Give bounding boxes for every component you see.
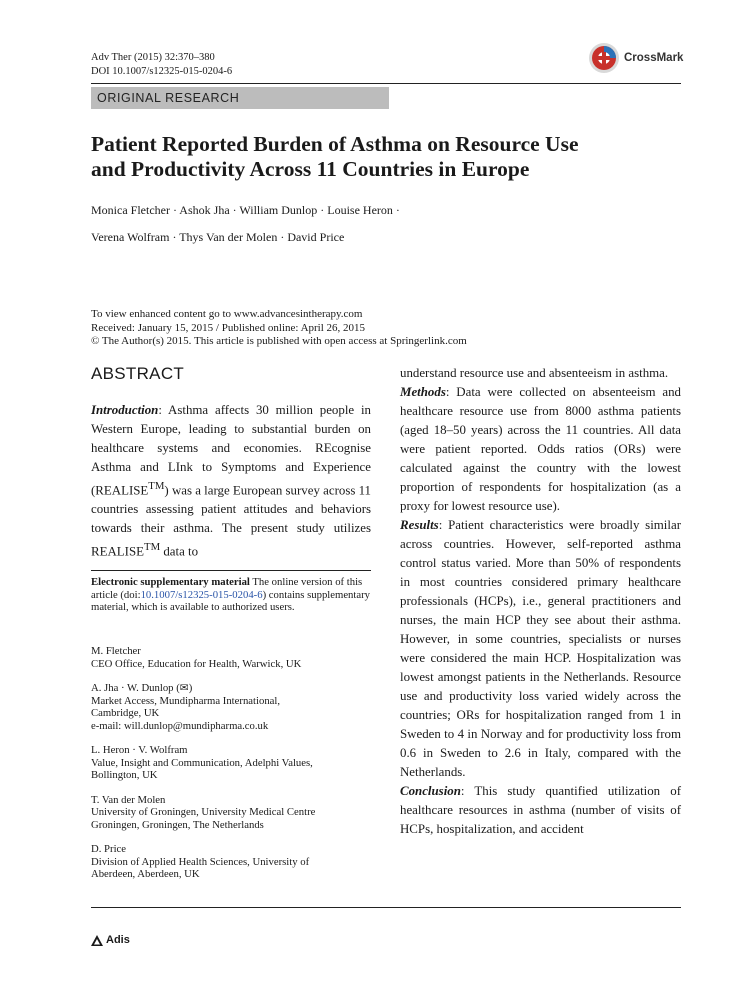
crossmark-label: CrossMark <box>624 52 684 64</box>
affiliation-line: CEO Office, Education for Health, Warwick, UK <box>91 657 302 670</box>
doi-line: DOI 10.1007/s12325-015-0204-6 <box>91 66 233 77</box>
results-paragraph <box>400 516 681 782</box>
affiliation <box>91 794 373 832</box>
affiliation-names: D. Price <box>91 843 127 855</box>
introduction-continuation: understand resource use and absenteeism in asthma. <box>400 366 669 380</box>
trademark-2: TM <box>144 541 161 554</box>
corresponding-email[interactable]: e-mail: will.dunlop@mundipharma.co.uk <box>91 719 269 732</box>
abstract-heading: ABSTRACT <box>91 364 185 383</box>
affiliation-line: University of Groningen, University Medical Centre <box>91 806 316 818</box>
article-title <box>91 132 691 182</box>
abstract-left-column <box>91 401 371 562</box>
title-line-2: and Productivity Across 11 Countries in Europe <box>91 157 530 181</box>
abstract-right-column <box>400 364 681 839</box>
introduction-label: Introduction <box>91 403 159 417</box>
affiliation-names: T. Van der Molen <box>91 793 166 806</box>
affiliation <box>91 843 373 881</box>
crossmark-icon <box>588 42 620 74</box>
crossmark-badge[interactable] <box>588 42 683 74</box>
affiliation <box>91 645 373 670</box>
supplementary-doi-link[interactable]: 10.1007/s12325-015-0204-6 <box>140 588 263 601</box>
trademark-1: TM <box>148 480 165 492</box>
affiliation <box>91 682 373 732</box>
affiliation-names: L. Heron · V. Wolfram <box>91 744 188 756</box>
affiliation-line: Value, Insight and Communication, Adelphi Values, <box>91 756 313 769</box>
introduction-text-c-part1: data to <box>160 544 199 559</box>
publication-dates: Received: January 15, 2015 / Published online: April 26, 2015 <box>91 321 366 334</box>
affiliation-line: Groningen, Groningen, The Netherlands <box>91 818 264 831</box>
header-rule <box>91 83 681 84</box>
affiliation-line: Aberdeen, Aberdeen, UK <box>91 868 200 880</box>
affiliations <box>91 645 373 893</box>
affiliation-line: Bollington, UK <box>91 769 158 781</box>
supplementary-text-a: The online version of this article (doi: <box>91 576 363 601</box>
publisher-logo <box>91 934 130 946</box>
supplementary-text-b: ) contains supplementary material, which is available to authorized users. <box>91 588 371 613</box>
methods-text: : Data were collected on absenteeism and healthcare resource use from 8000 asthma patients (aged 18–50 years) across the 11 countries. All data were patient reported. Odds ratios (ORs) were calculated against the country with the lowest proportion of respondents for hospitalization (as a proxy for lowest resource use). <box>400 385 681 513</box>
affiliation-line: Division of Applied Health Sciences, University of <box>91 855 310 868</box>
introduction-text-a: : Asthma affects 30 million people in Western Europe, leading to substantial burden on healthcare systems and economies. REcognise Asthma and LInk to Symptoms and Experience (REALISE <box>91 403 371 498</box>
copyright-notice: © The Author(s) 2015. This article is published with open access at Springerlink.com <box>91 335 467 347</box>
title-line-1: Patient Reported Burden of Asthma on Resource Use <box>91 132 579 156</box>
journal-citation: Adv Ther (2015) 32:370–380 <box>91 52 215 63</box>
supplementary-note <box>91 576 373 614</box>
authors-line-1: Monica Fletcher · Ashok Jha · William Dunlop · Louise Heron · <box>91 203 400 217</box>
introduction-text-b: ) was a large European survey across 11 countries assessing patient attitudes and behaviors towards their asthma. The present study utilizes REALISE <box>91 483 371 559</box>
conclusion-label: Conclusion <box>400 784 461 798</box>
conclusion-text: : This study quantified utilization of healthcare resources in asthma (number of visits of HCPs, hospitalization, and accident <box>400 784 681 836</box>
methods-paragraph <box>400 383 681 516</box>
enhanced-content-link[interactable]: To view enhanced content go to www.advancesintherapy.com <box>91 308 363 320</box>
article-meta <box>91 51 232 79</box>
author-list <box>91 197 691 251</box>
access-info <box>91 308 691 349</box>
footer-rule <box>91 907 681 908</box>
adis-triangle-icon <box>91 935 103 946</box>
methods-label: Methods <box>400 385 446 399</box>
section-tag: ORIGINAL RESEARCH <box>91 87 389 109</box>
affiliation-line: Market Access, Mundipharma International, <box>91 694 281 707</box>
conclusion-paragraph <box>400 782 681 839</box>
results-text: : Patient characteristics were broadly similar across countries. However, self-reported asthma control status varied. More than 50% of respondents in most countries considered primary healthcare professionals (HCPs), i.e., general practitioners and nurses, the main HCP they see about their asthma. However, in some countries, specialists or nurses were considered the main HCP. Hospitalization was lowest amongst patients in the Netherlands. Resource use and productivity loss varied widely across the countries; ORs for hospitalization ranged from 1 in Sweden to 4 in Norway and for productivity loss from 0.6 in Sweden to 2.6 in Italy, compared with the Netherlands. <box>400 518 681 779</box>
introduction-paragraph <box>91 401 371 562</box>
affiliation-names: A. Jha · W. Dunlop (✉) <box>91 682 193 694</box>
publisher-name: Adis <box>106 934 130 946</box>
supplementary-label: Electronic supplementary material <box>91 576 250 588</box>
footnote-rule <box>91 570 371 571</box>
affiliation-names: M. Fletcher <box>91 645 141 657</box>
affiliation <box>91 744 373 782</box>
results-label: Results <box>400 518 439 532</box>
authors-line-2: Verena Wolfram · Thys Van der Molen · David Price <box>91 230 345 244</box>
affiliation-line: Cambridge, UK <box>91 707 160 719</box>
